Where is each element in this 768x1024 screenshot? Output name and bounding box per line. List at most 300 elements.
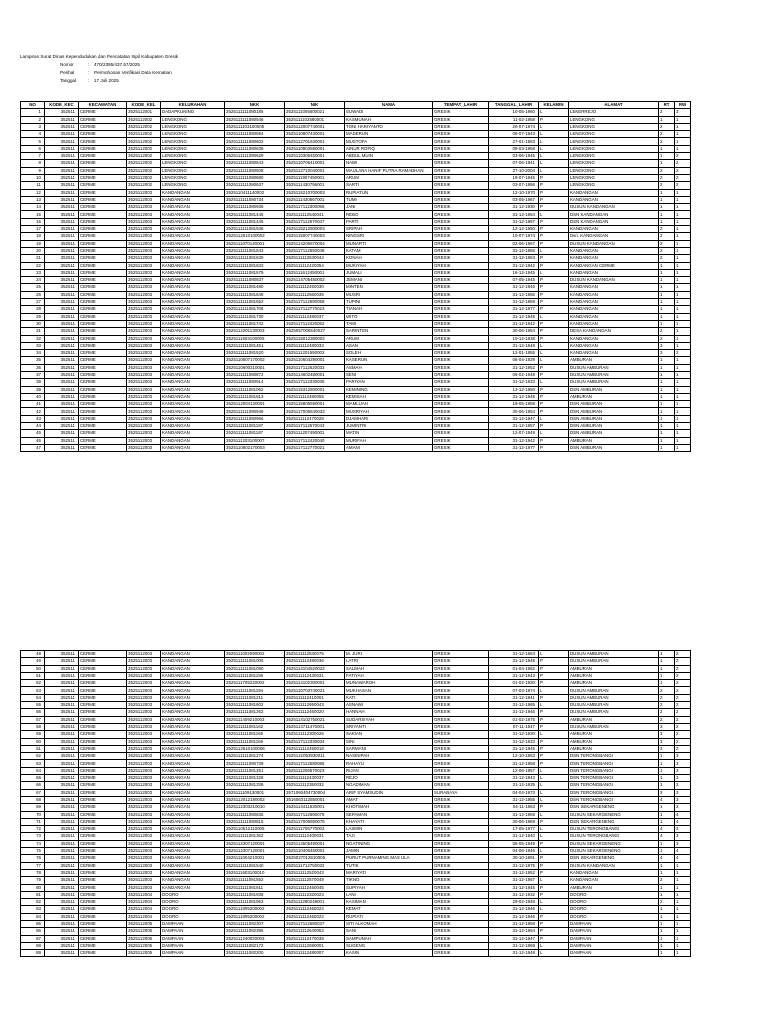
- col-nama: ASAN: [345, 342, 433, 349]
- col-nkk: 3525111603100005: [225, 335, 285, 342]
- col-no: 42: [21, 408, 45, 415]
- table-row: [21, 335, 691, 342]
- col-tanggal-lahir: 31-12-1942: [489, 320, 539, 327]
- col-kelamin: L: [539, 942, 569, 949]
- col-kode-kel: 3525112003: [127, 247, 161, 254]
- col-nama: MUKHASAN: [345, 687, 433, 694]
- col-tempat-lahir: GRESIK: [433, 796, 489, 803]
- col-rw: 1: [675, 233, 691, 240]
- col-kelurahan: KANDANGAN: [161, 782, 225, 789]
- table-row: [21, 935, 691, 942]
- col-kelamin: P: [539, 928, 569, 935]
- col-nik: 3525027012910005: [285, 855, 345, 862]
- col-nkk: 3525111111081211: [225, 694, 285, 701]
- header-col-nik: NIK: [285, 102, 345, 109]
- col-rt: 1: [659, 386, 675, 393]
- col-alamat: DSN KANDANGAN: [569, 211, 659, 218]
- col-alamat: DUSUN AMBURAN: [569, 364, 659, 371]
- table-row: [21, 950, 691, 957]
- col-tanggal-lahir: 31-12-1930: [489, 731, 539, 738]
- table-row: [21, 160, 691, 167]
- table-row: [21, 796, 691, 803]
- col-kelurahan: DAMPAAN: [161, 928, 225, 935]
- col-kelamin: P: [539, 284, 569, 291]
- col-kecamatan: CERME: [79, 840, 127, 847]
- col-tanggal-lahir: 31-12-1942: [489, 262, 539, 269]
- col-kecamatan: CERME: [79, 182, 127, 189]
- col-nama: TUMI: [345, 196, 433, 203]
- col-nik: 3525114705450002: [285, 277, 345, 284]
- table-row: [21, 379, 691, 386]
- col-tanggal-lahir: 31-12-1957: [489, 218, 539, 225]
- table-row: [21, 211, 691, 218]
- col-kelamin: L: [539, 789, 569, 796]
- col-nkk: 3525111111081194: [225, 687, 285, 694]
- col-kelamin: L: [539, 731, 569, 738]
- col-kelurahan: KANDANGAN: [161, 658, 225, 665]
- col-rt: 2: [659, 240, 675, 247]
- col-kode-kec: 352511: [45, 723, 79, 730]
- col-tanggal-lahir: 31-12-1932: [489, 891, 539, 898]
- col-nik: 3525111005600021: [285, 109, 345, 116]
- col-kelurahan: LENGKONG: [161, 167, 225, 174]
- col-alamat: DOORO: [569, 891, 659, 898]
- col-tanggal-lahir: 07-06-1941: [489, 160, 539, 167]
- col-kelamin: P: [539, 291, 569, 298]
- col-rw: 1: [675, 423, 691, 430]
- col-kode-kec: 352511: [45, 255, 79, 262]
- col-kecamatan: CERME: [79, 782, 127, 789]
- col-kelurahan: KANDANGAN: [161, 444, 225, 451]
- col-kecamatan: CERME: [79, 702, 127, 709]
- table-row: [21, 680, 691, 687]
- col-nkk: 3525111203100007: [225, 437, 285, 444]
- col-nkk: 3525111111080508: [225, 167, 285, 174]
- col-kelamin: P: [539, 306, 569, 313]
- col-nama: JANI: [345, 204, 433, 211]
- col-no: 7: [21, 153, 45, 160]
- col-alamat: AMBURAN: [569, 393, 659, 400]
- col-rt: 2: [659, 167, 675, 174]
- col-tempat-lahir: GRESIK: [433, 240, 489, 247]
- col-tempat-lahir: GRESIK: [433, 694, 489, 701]
- col-alamat: DUSUN SEKARGENENG: [569, 811, 659, 818]
- col-nama: TIANAH: [345, 306, 433, 313]
- table-row: [21, 196, 691, 203]
- col-kecamatan: CERME: [79, 313, 127, 320]
- col-rw: 1: [675, 269, 691, 276]
- col-tempat-lahir: GRESIK: [433, 702, 489, 709]
- col-kecamatan: CERME: [79, 950, 127, 957]
- col-kode-kel: 3525112003: [127, 731, 161, 738]
- col-kode-kel: 3525112003: [127, 702, 161, 709]
- col-kelurahan: KANDANGAN: [161, 401, 225, 408]
- col-no: 11: [21, 182, 45, 189]
- col-kelurahan: KANDANGAN: [161, 306, 225, 313]
- col-rw: 3: [675, 789, 691, 796]
- col-alamat: KANDANGAN: [569, 196, 659, 203]
- col-no: 75: [21, 848, 45, 855]
- col-tempat-lahir: GRESIK: [433, 833, 489, 840]
- col-kode-kec: 352511: [45, 218, 79, 225]
- col-rw: 1: [675, 291, 691, 298]
- col-kode-kel: 3525112003: [127, 342, 161, 349]
- col-no: 57: [21, 716, 45, 723]
- col-nama: AMAT: [345, 796, 433, 803]
- col-nkk: 3525111111080948: [225, 408, 285, 415]
- col-tanggal-lahir: 31-12-1948: [489, 342, 539, 349]
- col-alamat: KANDANGAN CERME: [569, 262, 659, 269]
- col-kode-kec: 352511: [45, 869, 79, 876]
- col-kecamatan: CERME: [79, 262, 127, 269]
- col-nama: MAULANA HANIF PUTRA RAMADHAN: [345, 167, 433, 174]
- col-kelamin: P: [539, 694, 569, 701]
- col-kode-kec: 352511: [45, 160, 79, 167]
- col-rw: 1: [675, 284, 691, 291]
- col-kode-kec: 352511: [45, 950, 79, 957]
- table-row: [21, 116, 691, 123]
- col-nama: NASINIPAH: [345, 753, 433, 760]
- col-kelurahan: KANDANGAN: [161, 350, 225, 357]
- col-tempat-lahir: GRESIK: [433, 804, 489, 811]
- col-tempat-lahir: GRESIK: [433, 415, 489, 422]
- col-kecamatan: CERME: [79, 811, 127, 818]
- col-kelamin: P: [539, 891, 569, 898]
- col-nkk: 3525111111081633: [225, 262, 285, 269]
- col-nama: ASMAH: [345, 364, 433, 371]
- col-tanggal-lahir: 27-10-2004: [489, 167, 539, 174]
- col-tanggal-lahir: 31-12-1945: [489, 745, 539, 752]
- col-kecamatan: CERME: [79, 738, 127, 745]
- col-rw: 3: [675, 753, 691, 760]
- col-tempat-lahir: GRESIK: [433, 731, 489, 738]
- col-alamat: DAMPAAN: [569, 942, 659, 949]
- col-rt: 3: [659, 723, 675, 730]
- col-kecamatan: CERME: [79, 862, 127, 869]
- col-kode-kec: 352511: [45, 240, 79, 247]
- table-row: [21, 862, 691, 869]
- col-rw: 3: [675, 109, 691, 116]
- col-kelurahan: KANDANGAN: [161, 437, 225, 444]
- col-kode-kel: 3525112002: [127, 116, 161, 123]
- col-kecamatan: CERME: [79, 153, 127, 160]
- col-tempat-lahir: GRESIK: [433, 218, 489, 225]
- col-no: 68: [21, 796, 45, 803]
- col-kelurahan: KANDANGAN: [161, 415, 225, 422]
- col-nama: KONAH: [345, 255, 433, 262]
- col-nama: SAKIAN: [345, 731, 433, 738]
- col-no: 50: [21, 665, 45, 672]
- col-kelamin: P: [539, 818, 569, 825]
- col-nkk: 3525111111080734: [225, 196, 285, 203]
- table-row: [21, 299, 691, 306]
- col-rt: 4: [659, 826, 675, 833]
- col-tanggal-lahir: 31-12-1957: [489, 877, 539, 884]
- col-nama: JAMIN: [345, 848, 433, 855]
- col-tanggal-lahir: 31-12-1945: [489, 884, 539, 891]
- col-kecamatan: CERME: [79, 855, 127, 862]
- col-kode-kel: 3525112004: [127, 899, 161, 906]
- col-tempat-lahir: GRESIK: [433, 811, 489, 818]
- col-rt: 1: [659, 306, 675, 313]
- col-nik: 3525111112450045: [285, 884, 345, 891]
- col-tanggal-lahir: 16-12-1945: [489, 269, 539, 276]
- col-nik: 3525111112640052: [285, 928, 345, 935]
- col-rw: 3: [675, 760, 691, 767]
- col-tanggal-lahir: 31-12-1975: [489, 862, 539, 869]
- col-nkk: 3525110411140002: [225, 189, 285, 196]
- col-kecamatan: CERME: [79, 335, 127, 342]
- col-alamat: KANDANGAN: [569, 320, 659, 327]
- col-tanggal-lahir: 31-12-1943: [489, 775, 539, 782]
- header-col-kecamatan: KECAMATAN: [79, 102, 127, 109]
- col-rw: 1: [675, 277, 691, 284]
- col-kelamin: P: [539, 753, 569, 760]
- table-row: [21, 277, 691, 284]
- col-nik: 3525111112410001: [285, 694, 345, 701]
- col-rw: 2: [675, 687, 691, 694]
- col-rw: 1: [675, 247, 691, 254]
- table-row: [21, 364, 691, 371]
- col-kode-kel: 3525112002: [127, 174, 161, 181]
- col-tanggal-lahir: 31-12-1948: [489, 393, 539, 400]
- col-kode-kec: 352511: [45, 775, 79, 782]
- col-kelamin: P: [539, 408, 569, 415]
- col-kelamin: L: [539, 247, 569, 254]
- col-kode-kel: 3525112002: [127, 123, 161, 130]
- col-nik: 3525111112430031: [285, 672, 345, 679]
- col-nama: SANI: [345, 928, 433, 935]
- col-tanggal-lahir: 31-12-1953: [489, 651, 539, 658]
- col-kelurahan: DOORO: [161, 913, 225, 920]
- col-kode-kel: 3525112003: [127, 277, 161, 284]
- col-kelurahan: LENGKONG: [161, 145, 225, 152]
- col-tempat-lahir: GRESIK: [433, 920, 489, 927]
- col-tempat-lahir: GRESIK: [433, 226, 489, 233]
- table-row: [21, 811, 691, 818]
- col-kode-kec: 352511: [45, 109, 79, 116]
- col-nama: PARIYAN: [345, 379, 433, 386]
- col-tanggal-lahir: 30-10-1991: [489, 855, 539, 862]
- col-kode-kel: 3525112002: [127, 167, 161, 174]
- col-kode-kec: 352511: [45, 920, 79, 927]
- col-kode-kec: 352511: [45, 401, 79, 408]
- col-nama: LANI: [345, 891, 433, 898]
- col-kode-kel: 3525112003: [127, 379, 161, 386]
- col-tempat-lahir: GRESIK: [433, 204, 489, 211]
- col-rt: 1: [659, 753, 675, 760]
- col-kecamatan: CERME: [79, 247, 127, 254]
- col-tanggal-lahir: 20-07-1974: [489, 123, 539, 130]
- col-no: 29: [21, 313, 45, 320]
- col-nama: HANNAH: [345, 709, 433, 716]
- col-tempat-lahir: GRESIK: [433, 233, 489, 240]
- col-nama: SUGENG: [345, 942, 433, 949]
- col-nik: 3525111207490001: [285, 430, 345, 437]
- col-kode-kel: 3525112003: [127, 196, 161, 203]
- col-alamat: DUSUN AMBURAN: [569, 709, 659, 716]
- col-nkk: 3525111111081649: [225, 291, 285, 298]
- col-kode-kel: 3525112003: [127, 306, 161, 313]
- col-tanggal-lahir: 03-06-1945: [489, 153, 539, 160]
- col-kecamatan: CERME: [79, 167, 127, 174]
- table-row: [21, 818, 691, 825]
- col-alamat: DUSUN AMBURAN: [569, 702, 659, 709]
- col-kelurahan: LENGKONG: [161, 160, 225, 167]
- col-nik: 3525111112650043: [285, 702, 345, 709]
- col-nama: MUNAWAROH: [345, 680, 433, 687]
- col-nik: 3525111290248001: [285, 899, 345, 906]
- col-nik: 3525117112690079: [285, 811, 345, 818]
- col-rw: 1: [675, 415, 691, 422]
- col-kecamatan: CERME: [79, 226, 127, 233]
- col-nik: 3525111112460024: [285, 906, 345, 913]
- col-kecamatan: CERME: [79, 935, 127, 942]
- col-no: 45: [21, 430, 45, 437]
- col-kelamin: P: [539, 920, 569, 927]
- col-rw: 3: [675, 767, 691, 774]
- col-rw: 1: [675, 313, 691, 320]
- col-kode-kel: 3525112003: [127, 218, 161, 225]
- col-kode-kec: 352511: [45, 672, 79, 679]
- col-kecamatan: CERME: [79, 386, 127, 393]
- col-kelamin: L: [539, 702, 569, 709]
- col-rt: 1: [659, 884, 675, 891]
- col-tanggal-lahir: 10-12-1938: [489, 335, 539, 342]
- col-nik: 3525110703740021: [285, 687, 345, 694]
- table-row: [21, 665, 691, 672]
- col-alamat: DSN TERONGBANGI: [569, 767, 659, 774]
- col-kelamin: L: [539, 357, 569, 364]
- col-rt: 1: [659, 942, 675, 949]
- col-kode-kec: 352511: [45, 174, 79, 181]
- table-row: [21, 760, 691, 767]
- table-row: [21, 694, 691, 701]
- col-nama: ARUM: [345, 335, 433, 342]
- col-kode-kel: 3525112003: [127, 415, 161, 422]
- col-kode-kel: 3525112003: [127, 255, 161, 262]
- col-kecamatan: CERME: [79, 942, 127, 949]
- col-kode-kec: 352511: [45, 116, 79, 123]
- col-kecamatan: CERME: [79, 775, 127, 782]
- table-row: [21, 731, 691, 738]
- col-kecamatan: CERME: [79, 444, 127, 451]
- col-nama: MURIFAH: [345, 437, 433, 444]
- col-kode-kec: 352511: [45, 687, 79, 694]
- col-no: 20: [21, 247, 45, 254]
- table-row: [21, 145, 691, 152]
- col-kecamatan: CERME: [79, 877, 127, 884]
- table-row: [21, 899, 691, 906]
- col-alamat: KANDANGAN: [569, 869, 659, 876]
- col-kode-kec: 352511: [45, 716, 79, 723]
- col-rw: 2: [675, 694, 691, 701]
- col-alamat: DUSUN KANDANGAN: [569, 277, 659, 284]
- col-alamat: DOORO: [569, 906, 659, 913]
- col-alamat: KANDANGAN: [569, 291, 659, 298]
- table-row: [21, 291, 691, 298]
- col-kode-kel: 3525112003: [127, 350, 161, 357]
- col-nama: TAJI: [345, 833, 433, 840]
- col-nkk: 3525111111081187: [225, 423, 285, 430]
- col-rt: 1: [659, 379, 675, 386]
- col-no: 23: [21, 269, 45, 276]
- col-tanggal-lahir: 31-12-1965: [489, 702, 539, 709]
- col-kecamatan: CERME: [79, 233, 127, 240]
- col-kelamin: P: [539, 444, 569, 451]
- col-tempat-lahir: GRESIK: [433, 299, 489, 306]
- col-tempat-lahir: GRESIK: [433, 269, 489, 276]
- col-kelurahan: KANDANGAN: [161, 884, 225, 891]
- col-kode-kel: 3525112003: [127, 862, 161, 869]
- col-rw: 2: [675, 738, 691, 745]
- col-nkk: 3525111111081602: [225, 702, 285, 709]
- col-nkk: 3525111111081262: [225, 709, 285, 716]
- col-kode-kel: 3525112002: [127, 138, 161, 145]
- col-tempat-lahir: GRESIK: [433, 884, 489, 891]
- col-kode-kel: 3525112003: [127, 386, 161, 393]
- col-rw: 1: [675, 138, 691, 145]
- col-nama: AINUR ROFIQ: [345, 145, 433, 152]
- col-nkk: 3525111111080637: [225, 182, 285, 189]
- col-tempat-lahir: GRESIK: [433, 723, 489, 730]
- col-nama: NINGSRI: [345, 233, 433, 240]
- col-nama: SARINTEN: [345, 328, 433, 335]
- col-kode-kec: 352511: [45, 145, 79, 152]
- col-rt: 2: [659, 123, 675, 130]
- col-nik: 3525112710040001: [285, 167, 345, 174]
- col-nik: 3525115007740003: [285, 233, 345, 240]
- table-row: [21, 415, 691, 422]
- col-nik: 3525111112350032: [285, 782, 345, 789]
- col-nama: JEMANI: [345, 277, 433, 284]
- col-rt: 2: [659, 226, 675, 233]
- col-rw: 1: [675, 240, 691, 247]
- col-kelamin: L: [539, 899, 569, 906]
- col-tanggal-lahir: 31-12-1958: [489, 920, 539, 927]
- col-nkk: 3525111111080739: [225, 760, 285, 767]
- col-tanggal-lahir: 29-02-1948: [489, 899, 539, 906]
- col-nama: SARMANI: [345, 745, 433, 752]
- col-tempat-lahir: GRESIK: [433, 738, 489, 745]
- col-kecamatan: CERME: [79, 672, 127, 679]
- col-nama: TIKNO: [345, 877, 433, 884]
- col-nama: MADERUN: [345, 131, 433, 138]
- col-no: 70: [21, 811, 45, 818]
- col-nik: 3525111206570023: [285, 767, 345, 774]
- col-nkk: 3525111111081328: [225, 775, 285, 782]
- col-nik: 3516063112550001: [285, 796, 345, 803]
- col-no: 41: [21, 401, 45, 408]
- col-kode-kel: 3525112005: [127, 942, 161, 949]
- header-col-kelurahan: KELURAHAN: [161, 102, 225, 109]
- col-tempat-lahir: GRESIK: [433, 153, 489, 160]
- col-kecamatan: CERME: [79, 899, 127, 906]
- col-nik: 3525111112480037: [285, 313, 345, 320]
- col-kelamin: L: [539, 430, 569, 437]
- col-kelurahan: KANDANGAN: [161, 386, 225, 393]
- col-tanggal-lahir: 31-12-1946: [489, 913, 539, 920]
- col-tempat-lahir: GRESIK: [433, 913, 489, 920]
- table-row: [21, 284, 691, 291]
- col-kode-kec: 352511: [45, 277, 79, 284]
- col-kelurahan: KANDANGAN: [161, 862, 225, 869]
- col-rw: 2: [675, 709, 691, 716]
- col-rt: 2: [659, 328, 675, 335]
- col-nik: 3525110807430001: [285, 131, 345, 138]
- col-tempat-lahir: GRESIK: [433, 862, 489, 869]
- col-nkk: 3525112610100002: [225, 233, 285, 240]
